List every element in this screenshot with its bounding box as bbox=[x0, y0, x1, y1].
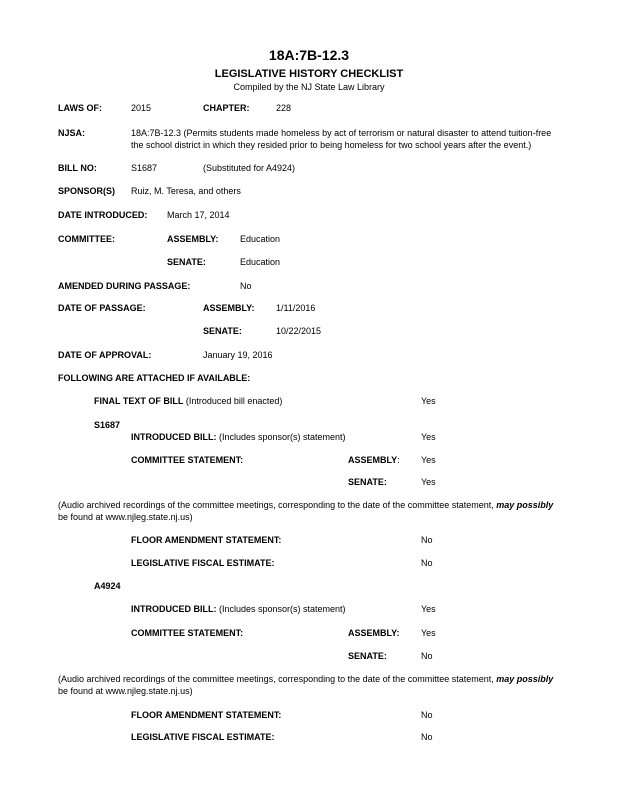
a4924-introduced-note: (Includes sponsor(s) statement) bbox=[216, 604, 346, 614]
s1687-audio-note-emphasis: may possibly bbox=[496, 500, 554, 510]
sponsor-label: SPONSOR(S) bbox=[58, 186, 116, 196]
s1687-introduced-label: INTRODUCED BILL: bbox=[131, 432, 217, 442]
committee-assembly-value: Education bbox=[240, 234, 281, 244]
s1687-committee-label: COMMITTEE STATEMENT: bbox=[131, 455, 244, 465]
final-text-value: Yes bbox=[421, 396, 436, 406]
date-of-approval-label: DATE OF APPROVAL: bbox=[58, 350, 152, 360]
a4924-introduced-label: INTRODUCED BILL: bbox=[131, 604, 217, 614]
a4924-senate-value: No bbox=[421, 651, 433, 661]
a4924-audio-note-line-2: be found at www.njleg.state.nj.us) bbox=[58, 686, 193, 696]
s1687-assembly-label: ASSEMBLY bbox=[348, 455, 398, 465]
passage-senate-value: 10/22/2015 bbox=[276, 326, 322, 336]
laws-of-label: LAWS OF: bbox=[58, 103, 102, 113]
a4924-introduced-row bbox=[131, 604, 346, 615]
s1687-floor-value: No bbox=[421, 535, 433, 545]
s1687-floor-label: FLOOR AMENDMENT STATEMENT: bbox=[131, 535, 282, 545]
a4924-audio-note-line-1 bbox=[58, 674, 553, 685]
final-text-label: FINAL TEXT OF BILL bbox=[94, 396, 184, 406]
s1687-audio-note-line-1 bbox=[58, 500, 553, 511]
substituted-note: (Substituted for A4924) bbox=[203, 163, 296, 173]
s1687-fiscal-value: No bbox=[421, 558, 433, 568]
chapter-value: 228 bbox=[276, 103, 292, 113]
a4924-fiscal-value: No bbox=[421, 732, 433, 742]
a4924-audio-note-emphasis: may possibly bbox=[496, 674, 554, 684]
page-subtitle: LEGISLATIVE HISTORY CHECKLIST bbox=[214, 68, 404, 80]
a4924-senate-label: SENATE: bbox=[348, 651, 387, 661]
laws-of-value: 2015 bbox=[131, 103, 152, 113]
date-of-passage-label: DATE OF PASSAGE: bbox=[58, 303, 146, 313]
njsa-label: NJSA: bbox=[58, 128, 86, 138]
s1687-audio-note-line-2: be found at www.njleg.state.nj.us) bbox=[58, 512, 193, 522]
passage-senate-label: SENATE: bbox=[203, 326, 242, 336]
committee-assembly-label: ASSEMBLY: bbox=[167, 234, 219, 244]
amended-value: No bbox=[240, 281, 252, 291]
committee-senate-label: SENATE: bbox=[167, 257, 206, 267]
njsa-line-2: the school district in which they resided prior to being homeless for two school years after the event.) bbox=[131, 140, 532, 150]
s1687-introduced-row bbox=[131, 432, 346, 443]
a4924-floor-label: FLOOR AMENDMENT STATEMENT: bbox=[131, 710, 282, 720]
s1687-fiscal-label: LEGISLATIVE FISCAL ESTIMATE: bbox=[131, 558, 275, 568]
a4924-heading: A4924 bbox=[94, 581, 121, 591]
committee-senate-value: Education bbox=[240, 257, 281, 267]
a4924-introduced-value: Yes bbox=[421, 604, 436, 614]
s1687-introduced-value: Yes bbox=[421, 432, 436, 442]
passage-assembly-value: 1/11/2016 bbox=[276, 303, 316, 313]
s1687-senate-value: Yes bbox=[421, 477, 436, 487]
s1687-senate-label: SENATE: bbox=[348, 477, 387, 487]
s1687-assembly-row: ASSEMBLY: bbox=[348, 455, 400, 465]
s1687-audio-note-text: (Audio archived recordings of the committee meetings, corresponding to the date of the committee statement, bbox=[58, 500, 497, 510]
attached-heading: FOLLOWING ARE ATTACHED IF AVAILABLE: bbox=[58, 373, 251, 383]
committee-label: COMMITTEE: bbox=[58, 234, 115, 244]
a4924-floor-value: No bbox=[421, 710, 433, 720]
final-text-row bbox=[94, 396, 282, 407]
date-introduced-label: DATE INTRODUCED: bbox=[58, 210, 148, 220]
a4924-committee-label: COMMITTEE STATEMENT: bbox=[131, 628, 244, 638]
date-introduced-value: March 17, 2014 bbox=[167, 210, 230, 220]
passage-assembly-label: ASSEMBLY: bbox=[203, 303, 255, 313]
njsa-line-1: 18A:7B-12.3 (Permits students made homeless by act of terrorism or natural disaster to attend tuition-free bbox=[131, 128, 552, 138]
amended-label: AMENDED DURING PASSAGE: bbox=[58, 281, 191, 291]
s1687-heading: S1687 bbox=[94, 420, 121, 430]
bill-no-value: S1687 bbox=[131, 163, 158, 173]
a4924-fiscal-label: LEGISLATIVE FISCAL ESTIMATE: bbox=[131, 732, 275, 742]
page-title: 18A:7B-12.3 bbox=[268, 47, 350, 63]
date-of-approval-value: January 19, 2016 bbox=[203, 350, 273, 360]
bill-no-label: BILL NO: bbox=[58, 163, 97, 173]
a4924-assembly-value: Yes bbox=[421, 628, 436, 638]
final-text-note: (Introduced bill enacted) bbox=[183, 396, 283, 406]
compiled-by: Compiled by the NJ State Law Library bbox=[233, 82, 385, 92]
a4924-audio-note-text: (Audio archived recordings of the committee meetings, corresponding to the date of the committee statement, bbox=[58, 674, 497, 684]
a4924-assembly-label: ASSEMBLY: bbox=[348, 628, 400, 638]
chapter-label: CHAPTER: bbox=[203, 103, 250, 113]
s1687-assembly-value: Yes bbox=[421, 455, 436, 465]
s1687-introduced-note: (Includes sponsor(s) statement) bbox=[216, 432, 346, 442]
sponsor-value: Ruiz, M. Teresa, and others bbox=[131, 186, 241, 196]
